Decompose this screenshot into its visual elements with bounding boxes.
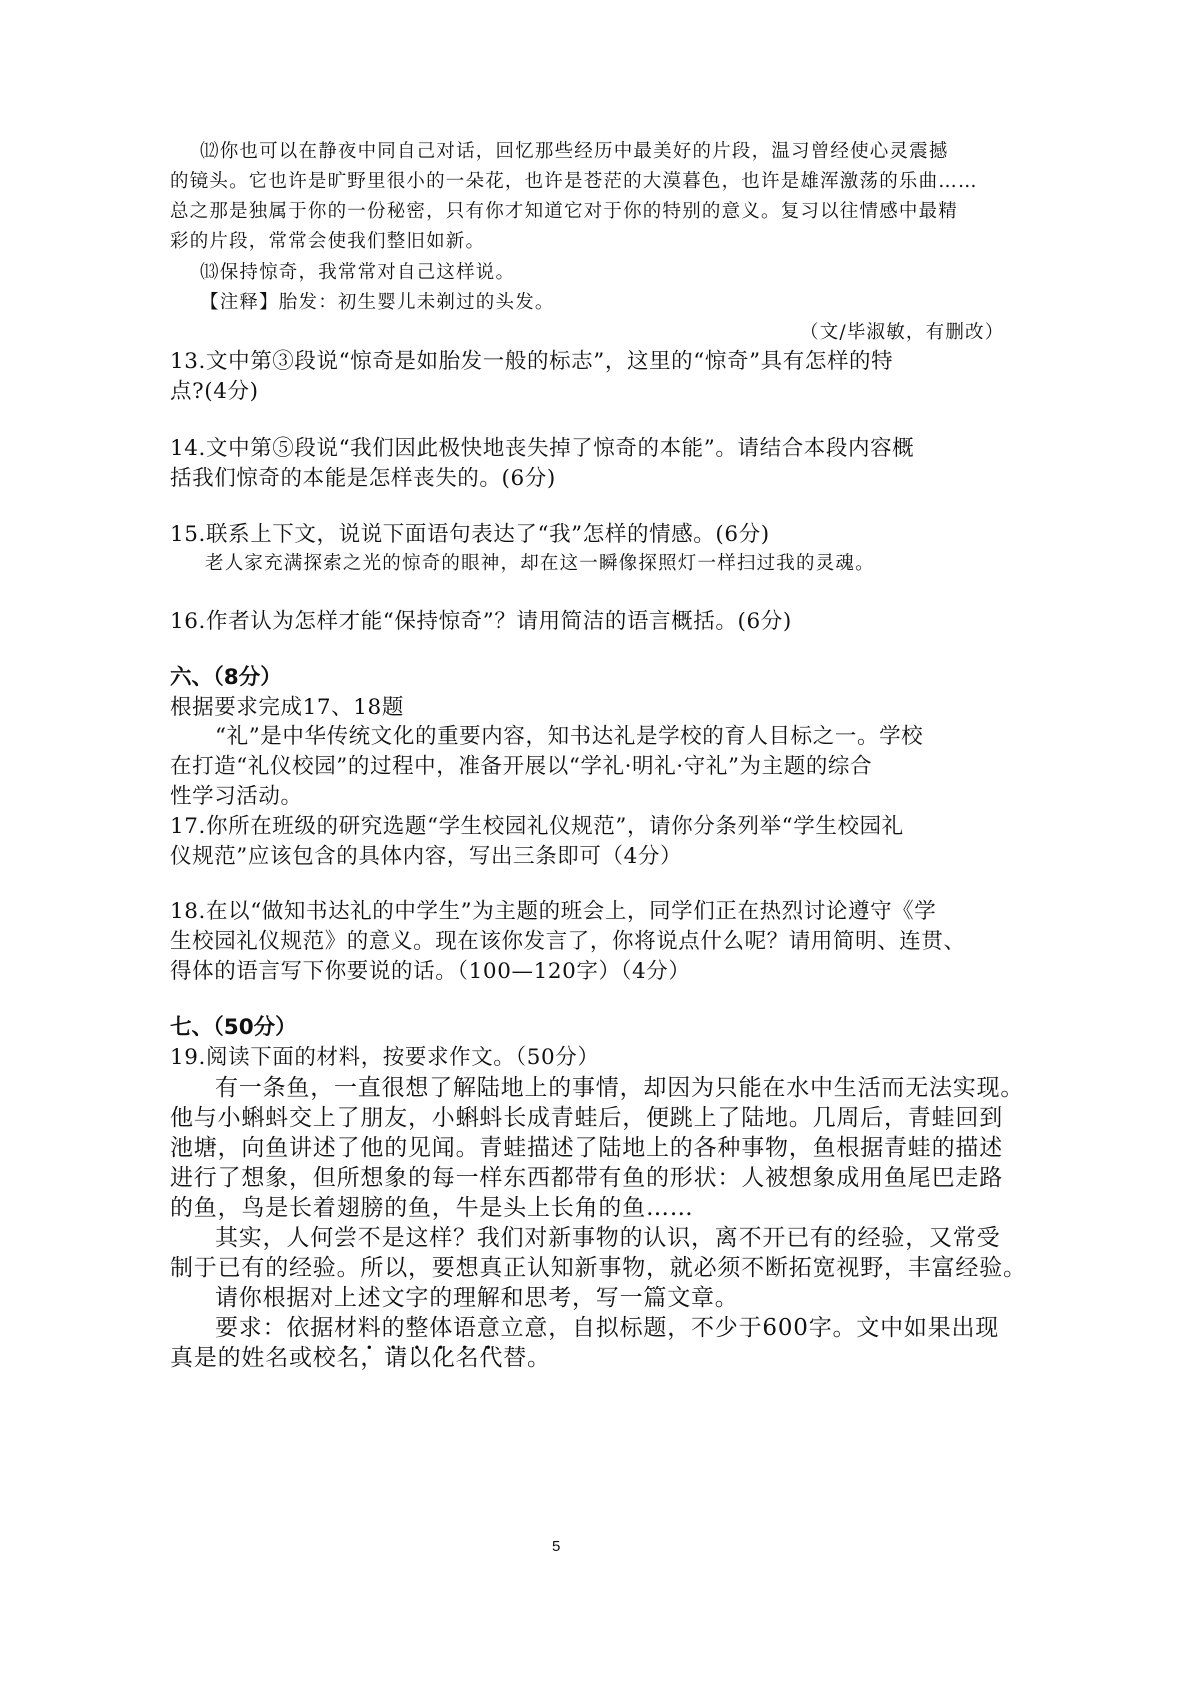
passage-line: 总之那是独属于你的一份秘密，只有你才知道它对于你的特别的意义。复习以往情感中最精	[170, 201, 959, 222]
question-14: 14.文中第⑤段说“我们因此极快地丧失掉了惊奇的本能”。请结合本段内容概	[170, 436, 915, 461]
section-6-context: 性学习活动。	[170, 784, 303, 809]
essay-instruction: 请你根据对上述文字的理解和思考，写一篇文章。	[215, 1285, 739, 1311]
essay-material: 他与小蝌蚪交上了朋友，小蝌蚪长成青蛙后，便跳上了陆地。几周后，青蛙回到	[170, 1105, 1003, 1131]
section-6-context: 在打造“礼仪校园”的过程中，准备开展以“学礼·明礼·守礼”为主题的综合	[170, 754, 873, 779]
passage-line: ⒀保持惊奇，我常常对自己这样说。	[200, 262, 516, 283]
question-13: 点?(4分)	[170, 379, 259, 404]
question-14: 括我们惊奇的本能是怎样丧失的。(6分)	[170, 466, 556, 491]
question-19: 19.阅读下面的材料，按要求作文。（50分）	[170, 1045, 600, 1070]
section-7-heading: 七、（50分）	[170, 1015, 297, 1040]
essay-reflection: 其实，人何尝不是这样？我们对新事物的认识，离不开已有的经验，又常受	[215, 1225, 1001, 1251]
essay-material: 进行了想象，但所想象的每一样东西都带有鱼的形状：人被想象成用鱼尾巴走路	[170, 1165, 1003, 1191]
question-18: 生校园礼仪规范》的意义。现在该你发言了，你将说点什么呢？请用简明、连贯、	[170, 929, 966, 954]
question-17: 17.你所在班级的研究选题“学生校园礼仪规范”，请你分条列举“学生校园礼	[170, 814, 904, 839]
question-15: 15.联系上下文，说说下面语句表达了“我”怎样的情感。(6分)	[170, 522, 770, 547]
requirement-text: 要求：依据	[215, 1315, 334, 1341]
annotation-note: 【注释】胎发：初生婴儿未剃过的头发。	[200, 292, 555, 313]
question-16: 16.作者认为怎样才能“保持惊奇”？请用简洁的语言概括。(6分)	[170, 609, 792, 634]
question-15-quote: 老人家充满探索之光的惊奇的眼神，却在这一瞬像探照灯一样扫过我的灵魂。	[205, 553, 875, 574]
source-credit: （文/毕淑敏，有删改）	[800, 322, 1005, 343]
essay-material: 有一条鱼，一直很想了解陆地上的事情，却因为只能在水中生活而无法实现。	[215, 1075, 1025, 1101]
passage-line: 彩的片段，常常会使我们整旧如新。	[170, 231, 486, 252]
question-18: 得体的语言写下你要说的话。（100—120字）（4分）	[170, 959, 691, 984]
requirement-emphasis: 材料的整体语意	[334, 1315, 501, 1341]
section-6-context: “礼”是中华传统文化的重要内容，知书达礼是学校的育人目标之一。学校	[215, 724, 924, 749]
question-13: 13.文中第③段说“惊奇是如胎发一般的标志”，这里的“惊奇”具有怎样的特	[170, 349, 894, 374]
question-17: 仪规范”应该包含的具体内容，写出三条即可（4分）	[170, 844, 683, 869]
passage-line: 的镜头。它也许是旷野里很小的一朵花，也许是苍茫的大漠暮色，也许是雄浑激荡的乐曲……	[170, 171, 978, 192]
section-6-heading: 六、（8分）	[170, 665, 282, 690]
requirement-text: 立意，自拟标题，不少于600字。文中如果出现	[500, 1315, 1000, 1341]
essay-reflection: 制于已有的经验。所以，要想真正认知新事物，就必须不断拓宽视野，丰富经验。	[170, 1255, 1027, 1281]
essay-requirement: 真是的姓名或校名，请以化名代替。	[170, 1345, 551, 1371]
essay-material: 池塘，向鱼讲述了他的见闻。青蛙描述了陆地上的各种事物，鱼根据青蛙的描述	[170, 1135, 1003, 1161]
essay-material: 的鱼，鸟是长着翅膀的鱼，牛是头上长角的鱼……	[170, 1195, 694, 1221]
page-number: 5	[552, 1538, 561, 1555]
section-6-intro: 根据要求完成17、18题	[170, 695, 404, 720]
question-18: 18.在以“做知书达礼的中学生”为主题的班会上，同学们正在热烈讨论遵守《学	[170, 899, 937, 924]
passage-line: ⑿你也可以在静夜中同自己对话，回忆那些经历中最美好的片段，温习曾经使心灵震撼	[200, 141, 949, 162]
